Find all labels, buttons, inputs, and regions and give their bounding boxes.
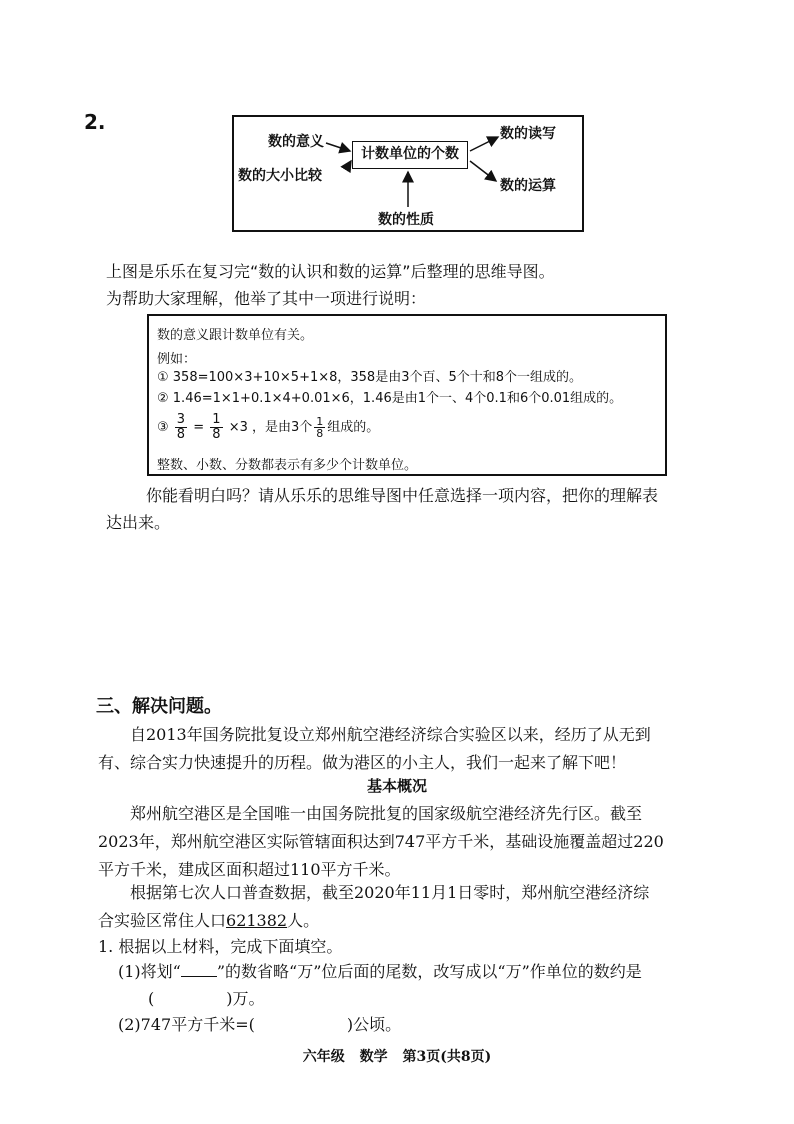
population-number: 621382 xyxy=(226,911,288,930)
arrow-to-read-write xyxy=(470,137,498,151)
mindmap-node-meaning: 数的意义 xyxy=(268,134,324,150)
answer-close-paren: )万。 xyxy=(226,989,265,1008)
fraction-denominator: 8 xyxy=(212,427,221,442)
mindmap-node-compare: 数的大小比较 xyxy=(238,168,322,184)
fraction-denominator: 8 xyxy=(316,427,324,440)
footer-page: 第3页(共8页) xyxy=(402,1049,492,1065)
section-intro-line-2: 有、综合实力快速提升的历程。做为港区的小主人，我们一起来了解下吧！ xyxy=(98,753,627,772)
example-line-2: 例如： xyxy=(157,352,197,367)
example-line-1: 数的意义跟计数单位有关。 xyxy=(157,328,314,343)
example-line-5 xyxy=(157,413,379,442)
q1-1-text-a: (1)将划“ xyxy=(118,962,181,981)
q1-2-text-b: )公顷。 xyxy=(346,1015,402,1034)
fraction-numerator: 1 xyxy=(316,415,324,428)
arrow-from-meaning xyxy=(326,143,350,151)
times-three: ×3 xyxy=(228,420,248,435)
intro-line-1: 上图是乐乐在复习完“数的认识和数的运算”后整理的思维导图。 xyxy=(106,262,555,281)
equals-sign: = xyxy=(193,420,205,435)
question1-part2 xyxy=(118,1010,401,1039)
q1-1-text-b: ”的数省略“万”位后面的尾数，改写成以“万”作单位的数约是 xyxy=(216,962,642,981)
page-footer xyxy=(0,1046,794,1066)
answer-open-paren: ( xyxy=(148,989,155,1008)
example-line-3: ① 358=100×3+10×5+1×8，358是由3个百、5个十和8个一组成的。 xyxy=(157,370,583,385)
question1-part1 xyxy=(118,957,642,986)
q1-2-text-a: (2)747平方千米=( xyxy=(118,1015,255,1034)
section-intro-line-1: 自2013年国务院批复设立郑州航空港经济综合实验区以来，经历了从无到 xyxy=(130,725,651,744)
fraction-numerator: 3 xyxy=(176,412,186,427)
paragraph2-line-2 xyxy=(98,906,319,935)
underline-blank-mark xyxy=(181,960,217,977)
example-line-6: 整数、小数、分数都表示有多少个计数单位。 xyxy=(157,458,418,473)
population-suffix: 人。 xyxy=(287,911,320,930)
example-end-text: 组成的。 xyxy=(327,420,380,435)
example-line-4: ② 1.46=1×1+0.1×4+0.01×6，1.46是由1个一、4个0.1和6个0.01组成的。 xyxy=(157,391,623,406)
fraction-denominator: 8 xyxy=(176,427,186,442)
task-line-2: 达出来。 xyxy=(106,513,171,532)
mindmap-node-read-write: 数的读写 xyxy=(500,126,556,142)
question-number: 2. xyxy=(84,110,106,134)
mindmap-node-operation: 数的运算 xyxy=(500,178,556,194)
fraction-1-8-small xyxy=(314,416,325,439)
mindmap-node-property: 数的性质 xyxy=(378,212,434,228)
task-line-1: 你能看明白吗？请从乐乐的思维导图中任意选择一项内容，把你的理解表 xyxy=(146,486,659,505)
intro-line-2: 为帮助大家理解，他举了其中一项进行说明： xyxy=(106,289,427,308)
arrow-to-operation xyxy=(470,161,496,181)
question1-title: 1. 根据以上材料，完成下面填空。 xyxy=(98,937,343,956)
population-prefix: 合实验区常住人口 xyxy=(98,911,227,930)
example-mid-text: ，是由3个 xyxy=(252,420,313,435)
paragraph1-line-1: 郑州航空港区是全国唯一由国务院批复的国家级航空港经济先行区。截至 xyxy=(130,804,643,823)
footer-subject: 数学 xyxy=(359,1049,388,1065)
fraction-1-8 xyxy=(210,413,222,442)
example-box xyxy=(147,314,667,476)
paragraph1-line-3: 平方千米，建成区面积超过110平方千米。 xyxy=(98,860,401,879)
paragraph1-line-2: 2023年，郑州航空港区实际管辖面积达到747平方千米，基础设施覆盖超过220 xyxy=(98,832,664,851)
section-title: 三、解决问题。 xyxy=(96,696,222,717)
fraction-numerator: 1 xyxy=(212,412,221,427)
footer-grade: 六年级 xyxy=(302,1049,345,1065)
paragraph2-line-1: 根据第七次人口普查数据，截至2020年11月1日零时，郑州航空港经济综 xyxy=(130,883,650,902)
subsection-title: 基本概况 xyxy=(366,777,427,795)
fraction-3-8 xyxy=(175,413,187,442)
mind-map xyxy=(232,115,584,232)
arrow-from-compare xyxy=(346,161,351,169)
question1-part1-answer xyxy=(148,984,265,1013)
mindmap-center-node: 计数单位的个数 xyxy=(352,141,468,169)
example-marker-3: ③ xyxy=(157,420,169,435)
